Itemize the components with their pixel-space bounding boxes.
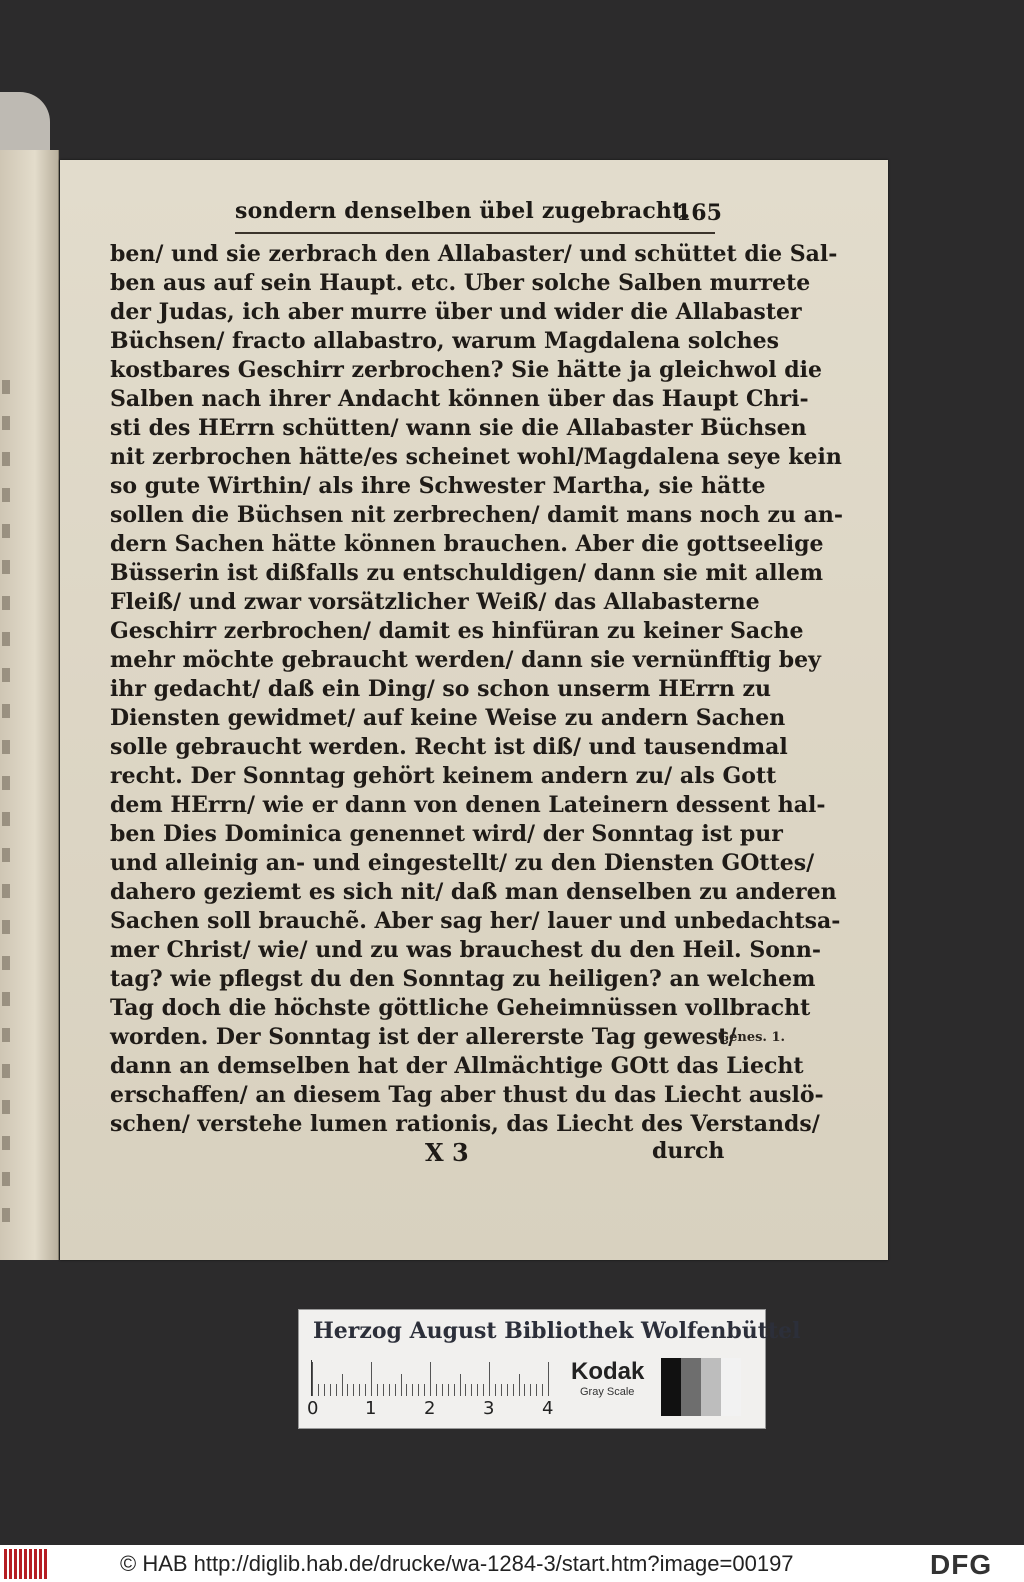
ruler-tick [377,1384,378,1396]
gray-swatch [661,1358,681,1416]
text-line: Salben nach ihrer Andacht können über das Haupt Chri- [110,386,809,412]
text-line: dann an demselben hat der Allmächtige GOtt das Liecht [110,1053,804,1079]
library-name: Herzog August Bibliothek Wolfenbüttel [313,1318,801,1344]
footer-copyright-url[interactable]: © HAB http://diglib.hab.de/drucke/wa-1284-3/start.htm?image=00197 [120,1551,794,1576]
ruler-tick [507,1384,508,1396]
gray-swatch [701,1358,721,1416]
ruler-number: 2 [424,1398,436,1419]
ruler-tick [513,1384,514,1396]
ruler-tick [359,1384,360,1396]
text-line: tag? wie pflegst du den Sonntag zu heiligen? an welchem [110,966,816,992]
ruler-tick [412,1384,413,1396]
text-line: kostbares Geschirr zerbrochen? Sie hätte ja gleichwol die [110,357,823,383]
facing-page-text-edge [2,380,14,1380]
ruler-tick [418,1384,419,1396]
ruler-tick [430,1362,431,1396]
running-head: sondern denselben übel zugebracht. [235,198,691,224]
ruler-tick [495,1384,496,1396]
ruler-tick [542,1384,543,1396]
text-line: Sachen soll brauchẽ. Aber sag her/ lauer und unbedachtsa- [110,908,841,934]
ruler-tick [406,1384,407,1396]
text-line: dahero geziemt es sich nit/ daß man denselben zu anderen [110,879,837,905]
page-number: 165 [676,200,722,226]
ruler-tick [365,1384,366,1396]
ruler-tick [465,1384,466,1396]
catchword: durch [652,1138,725,1164]
text-line: erschaffen/ an diesem Tag aber thust du das Liecht auslö- [110,1082,824,1108]
ruler-tick [536,1384,537,1396]
text-line: sollen die Büchsen nit zerbrechen/ damit mans noch zu an- [110,502,844,528]
ruler-numbers [307,1398,557,1420]
ruler-tick [336,1384,337,1396]
ruler-tick [324,1384,325,1396]
ruler-tick [524,1384,525,1396]
text-line: solle gebraucht werden. Recht ist diß/ und tausendmal [110,734,788,760]
text-line: sti des HErrn schütten/ wann sie die Allabaster Büchsen [110,415,807,441]
ruler-tick [501,1384,502,1396]
text-line: recht. Der Sonntag gehört keinem andern zu/ als Gott [110,763,777,789]
text-line: worden. Der Sonntag ist der allererste Tag gewest/ [110,1024,737,1050]
ruler-tick [436,1384,437,1396]
text-line: mer Christ/ wie/ und zu was brauchest du den Heil. Sonn- [110,937,822,963]
ruler-tick [530,1384,531,1396]
text-line: Tag doch die höchste göttliche Geheimnüssen vollbracht [110,995,811,1021]
barcode-icon [4,1549,48,1579]
ruler-tick [519,1374,520,1396]
text-line: ihr gedacht/ daß ein Ding/ so schon unserm HErrn zu [110,676,771,702]
ruler-tick [330,1384,331,1396]
ruler-tick [371,1362,372,1396]
ruler-tick [312,1362,313,1396]
ruler-tick [477,1384,478,1396]
text-line: schen/ verstehe lumen rationis, das Liecht des Verstands/ [110,1111,820,1137]
ruler-tick [395,1384,396,1396]
text-line: ben Dies Dominica genennet wird/ der Sonntag ist pur [110,821,783,847]
ruler-number: 0 [307,1398,319,1419]
ruler-tick [424,1384,425,1396]
text-line: ben aus auf sein Haupt. etc. Uber solche Salben murrete [110,270,811,296]
text-line: ben/ und sie zerbrach den Allabaster/ und schüttet die Sal- [110,241,838,267]
text-line: Büsserin ist dißfalls zu entschuldigen/ dann sie mit allem [110,560,824,586]
ruler-tick [347,1384,348,1396]
ruler-tick [483,1384,484,1396]
text-line: Diensten gewidmet/ auf keine Weise zu andern Sachen [110,705,786,731]
footer-bar [0,1545,1024,1582]
ruler-tick [489,1362,490,1396]
text-line: nit zerbrochen hätte/es scheinet wohl/Magdalena seye kein [110,444,842,470]
kodak-logo: Kodak [571,1358,645,1385]
ruler-tick [460,1374,461,1396]
signature-mark: X 3 [425,1138,469,1167]
text-line: der Judas, ich aber murre über und wider die Allabaster [110,299,802,325]
gray-swatch [681,1358,701,1416]
color-reference-card [298,1309,801,1429]
facing-page-edge [0,150,59,1260]
text-line: so gute Wirthin/ als ihre Schwester Martha, sie hätte [110,473,766,499]
ruler-number: 1 [365,1398,377,1419]
text-line: dem HErrn/ wie er dann von denen Lateinern dessent hal- [110,792,826,818]
gray-scale-label: Gray Scale [580,1386,635,1398]
text-line: dern Sachen hätte können brauchen. Aber die gottseelige [110,531,824,557]
ruler-tick [383,1384,384,1396]
ruler-tick [401,1374,402,1396]
ruler-tick [342,1374,343,1396]
ruler-tick [448,1384,449,1396]
ruler-tick [471,1384,472,1396]
ruler-number: 4 [542,1398,554,1419]
marginal-note: Genes. 1. [718,1030,786,1045]
ruler-tick [454,1384,455,1396]
gray-scale-swatches [661,1358,741,1416]
ruler-number: 3 [483,1398,495,1419]
ruler-tick [353,1384,354,1396]
text-line: und alleinig an- und eingestellt/ zu den Diensten GOttes/ [110,850,815,876]
text-line: mehr möchte gebraucht werden/ dann sie vernünfftig bey [110,647,821,673]
dfg-logo: DFG [930,1549,993,1580]
text-line: Fleiß/ und zwar vorsätzlicher Weiß/ das Allabasterne [110,589,760,615]
text-line: Geschirr zerbrochen/ damit es hinfüran zu keiner Sache [110,618,804,644]
ruler-tick [389,1384,390,1396]
ruler-tick [318,1384,319,1396]
gray-swatch [721,1358,741,1416]
text-line: Büchsen/ fracto allabastro, warum Magdalena solches [110,328,780,354]
measurement-ruler [311,1360,548,1396]
ruler-tick [548,1362,549,1396]
ruler-tick [442,1384,443,1396]
head-rule [235,232,715,234]
